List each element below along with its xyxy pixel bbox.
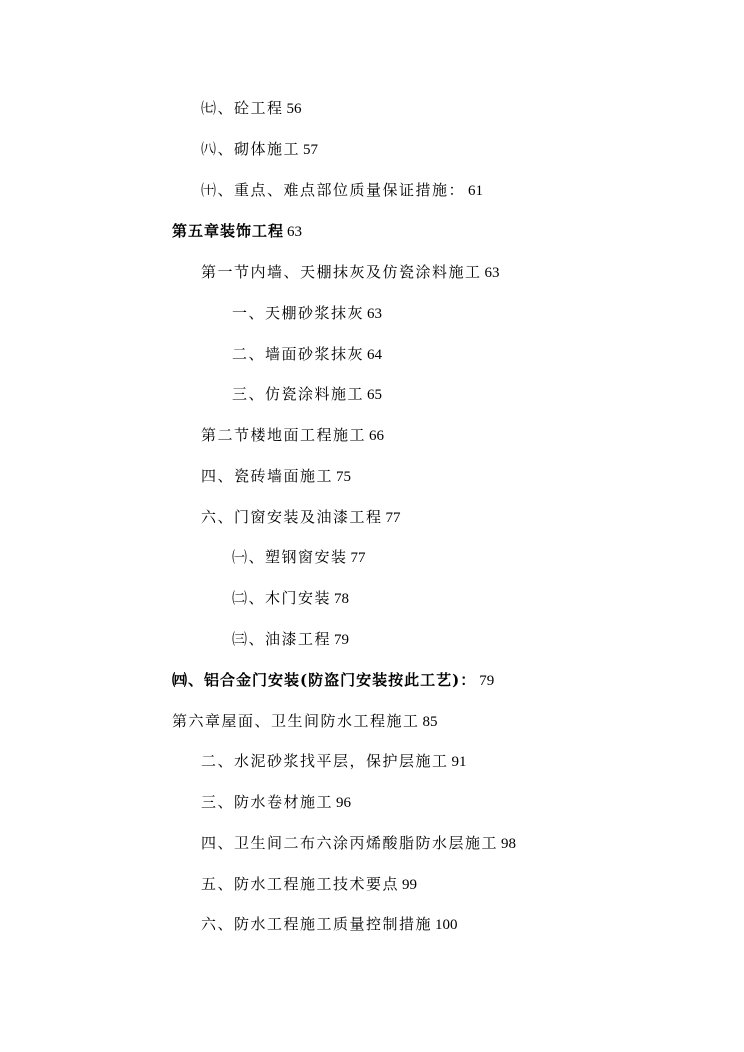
toc-entry-page: 61 — [468, 183, 484, 199]
toc-entry-title: ㈡、木门安装 — [232, 589, 332, 607]
toc-entry-page: 91 — [451, 754, 467, 770]
toc-entry[interactable] — [201, 466, 351, 487]
toc-entry-page: 79 — [334, 632, 350, 648]
toc-entry[interactable] — [201, 792, 351, 813]
toc-entry-title: 四、卫生间二布六涂丙烯酸脂防水层施工 — [201, 834, 499, 852]
toc-entry-page: 63 — [287, 224, 303, 240]
toc-entry-title: 二、墙面砂浆抹灰 — [232, 345, 365, 363]
toc-entry-title: 六、门窗安装及油漆工程 — [201, 508, 383, 526]
toc-entry[interactable] — [232, 303, 382, 324]
toc-entry-page: 63 — [484, 265, 500, 281]
toc-entry-title: 第五章装饰工程 — [172, 222, 285, 240]
toc-entry[interactable] — [232, 588, 349, 609]
toc-entry[interactable] — [201, 833, 516, 854]
toc-entry-page: 96 — [336, 795, 352, 811]
toc-entry-title: ㈠、塑钢窗安装 — [232, 548, 348, 566]
toc-entry-page: 64 — [367, 347, 383, 363]
toc-entry-page: 100 — [435, 917, 458, 933]
toc-entry[interactable] — [201, 751, 467, 772]
toc-entry-page: 56 — [286, 101, 302, 117]
toc-entry-title: 三、防水卷材施工 — [201, 793, 334, 811]
toc-entry-title: 六、防水工程施工质量控制措施 — [201, 915, 433, 933]
toc-entry-page: 99 — [402, 877, 418, 893]
toc-entry-title: 二、水泥砂浆找平层，保护层施工 — [201, 752, 449, 770]
toc-entry-title: 一、天棚砂浆抹灰 — [232, 304, 365, 322]
toc-chapter-heading[interactable] — [172, 711, 438, 732]
toc-entry[interactable] — [201, 262, 500, 283]
toc-entry-title: 四、瓷砖墙面施工 — [201, 467, 334, 485]
toc-entry-page: 66 — [369, 428, 385, 444]
toc-entry[interactable] — [201, 98, 302, 119]
toc-entry-page: 57 — [303, 142, 319, 158]
toc-entry-page: 78 — [334, 591, 350, 607]
toc-entry[interactable] — [172, 670, 494, 691]
toc-entry[interactable] — [201, 914, 458, 935]
toc-entry-title: ㈣、铝合金门安装(防盗门安装按此工艺)： — [172, 671, 477, 689]
toc-entry-title: ㈩、重点、难点部位质量保证措施： — [201, 181, 466, 199]
toc-entry-title: 第一节内墙、天棚抹灰及仿瓷涂料施工 — [201, 263, 482, 281]
toc-entry-title: ㈢、油漆工程 — [232, 630, 332, 648]
toc-entry[interactable] — [232, 384, 382, 405]
toc-entry[interactable] — [201, 507, 401, 528]
toc-chapter-heading[interactable] — [172, 221, 302, 242]
toc-entry-title: ㈧、砌体施工 — [201, 140, 301, 158]
toc-entry-page: 98 — [501, 836, 517, 852]
toc-entry-title: 第二节楼地面工程施工 — [201, 426, 367, 444]
toc-entry[interactable] — [201, 180, 483, 201]
toc-entry-page: 75 — [336, 469, 352, 485]
toc-entry-title: 第六章屋面、卫生间防水工程施工 — [172, 712, 420, 730]
toc-entry[interactable] — [201, 425, 384, 446]
toc-entry-title: 三、仿瓷涂料施工 — [232, 385, 365, 403]
toc-entry-page: 77 — [350, 550, 366, 566]
toc-entry[interactable] — [232, 629, 349, 650]
toc-entry-page: 79 — [479, 673, 495, 689]
toc-entry[interactable] — [232, 547, 366, 568]
toc-entry-page: 65 — [367, 387, 383, 403]
toc-entry[interactable] — [201, 139, 318, 160]
toc-entry-title: ㈦、砼工程 — [201, 99, 284, 117]
toc-entry[interactable] — [232, 344, 382, 365]
toc-entry-page: 85 — [422, 714, 438, 730]
toc-entry-page: 63 — [367, 306, 383, 322]
toc-entry[interactable] — [201, 874, 417, 895]
toc-entry-title: 五、防水工程施工技术要点 — [201, 875, 400, 893]
toc-entry-page: 77 — [385, 510, 401, 526]
